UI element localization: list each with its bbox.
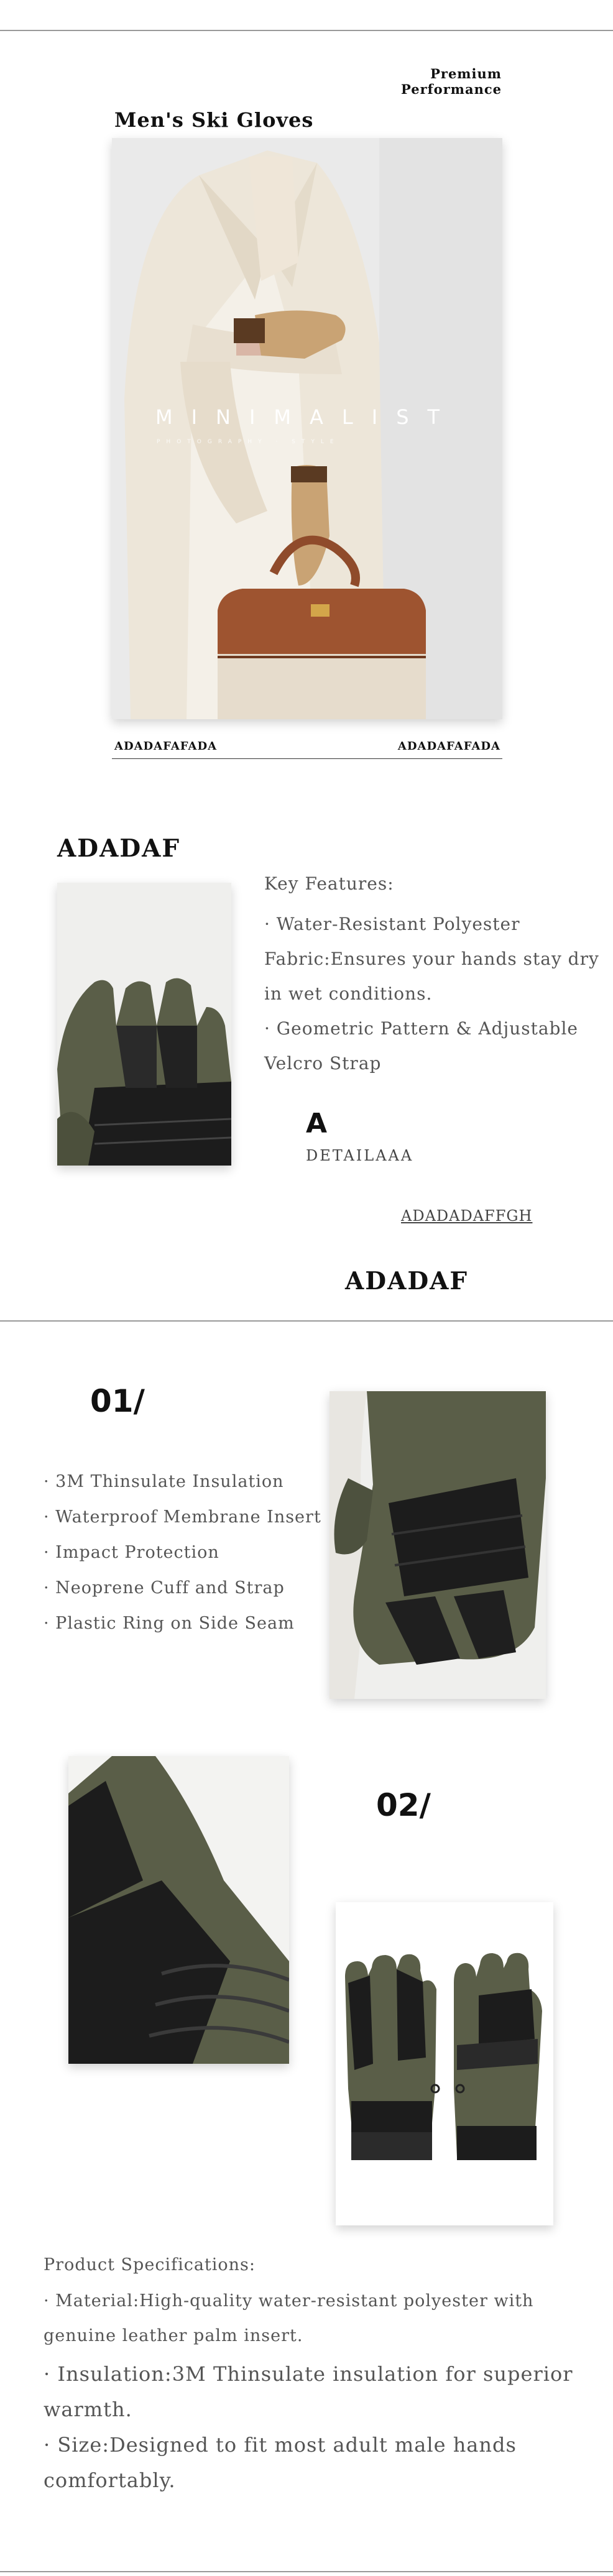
top-divider — [0, 30, 613, 31]
spec-line-3: · Insulation:3M Thinsulate insulation for superior — [44, 2362, 573, 2386]
section-number-2: 02/ — [376, 1787, 431, 1823]
glove-illustration-2 — [330, 1391, 546, 1699]
hero-image — [112, 138, 502, 719]
detail-label: DETAILAAA — [306, 1147, 414, 1164]
spec-line-1: · Material:High-quality water-resistant polyester with — [44, 2291, 534, 2311]
glove-closeup-image-1 — [57, 883, 231, 1166]
tagline: Premium Performance — [401, 66, 502, 97]
bullet-dot: · — [44, 1614, 56, 1633]
hero-overlay-sub: PHOTOGRAPHY · STYLE — [157, 439, 340, 445]
hero-caption-divider — [112, 758, 502, 759]
bullet-dot: · — [44, 1543, 56, 1562]
bullet-4 — [44, 1578, 285, 1598]
bullet-text: Waterproof Membrane Insert — [55, 1507, 321, 1527]
bullet-2 — [44, 1507, 321, 1527]
bullet-5 — [44, 1614, 295, 1633]
feature-line-5: Velcro Strap — [264, 1053, 382, 1074]
glove-pair-illustration — [336, 1902, 553, 2225]
feature-line-4: · Geometric Pattern & Adjustable — [264, 1018, 579, 1039]
spec-line-2: genuine leather palm insert. — [44, 2326, 303, 2345]
section-a-heading: ADADAF — [57, 834, 181, 863]
feature-line-2: Fabric:Ensures your hands stay dry — [264, 949, 599, 969]
bullet-1 — [44, 1472, 284, 1491]
specs-title: Product Specifications: — [44, 2255, 256, 2275]
hero-overlay-word: MINIMALIST — [155, 405, 459, 429]
bullet-dot: · — [44, 1472, 56, 1491]
glove-pair-image — [336, 1902, 553, 2225]
bullet-dot: · — [44, 1578, 56, 1598]
glove-closeup-illustration-1 — [57, 883, 231, 1166]
bullet-text: 3M Thinsulate Insulation — [55, 1472, 284, 1491]
page-title: Men's Ski Gloves — [114, 108, 314, 132]
bottom-divider — [0, 2571, 613, 2572]
spec-line-4: warmth. — [44, 2398, 132, 2421]
detail-link[interactable]: ADADADAFFGH — [401, 1207, 533, 1225]
bullet-text: Plastic Ring on Side Seam — [55, 1614, 295, 1633]
hero-caption-left: ADADAFAFADA — [114, 740, 218, 753]
section-a-footer-heading: ADADAF — [345, 1267, 469, 1295]
detail-letter: A — [306, 1108, 328, 1139]
bullet-text: Neoprene Cuff and Strap — [55, 1578, 285, 1598]
glove-illustration-3 — [68, 1756, 289, 2064]
section-number-1: 01/ — [90, 1383, 145, 1419]
mid-divider — [0, 1320, 613, 1322]
bullet-dot: · — [44, 1507, 56, 1527]
features-title: Key Features: — [264, 873, 394, 894]
feature-line-1: · Water-Resistant Polyester — [264, 914, 520, 934]
hero-caption-right: ADADAFAFADA — [397, 740, 500, 753]
spec-line-5: · Size:Designed to fit most adult male hands — [44, 2433, 517, 2457]
glove-image-3 — [68, 1756, 289, 2064]
spec-line-6: comfortably. — [44, 2468, 176, 2492]
glove-image-2 — [330, 1391, 546, 1699]
bullet-text: Impact Protection — [55, 1543, 219, 1562]
feature-line-3: in wet conditions. — [264, 983, 433, 1004]
bullet-3 — [44, 1543, 219, 1562]
